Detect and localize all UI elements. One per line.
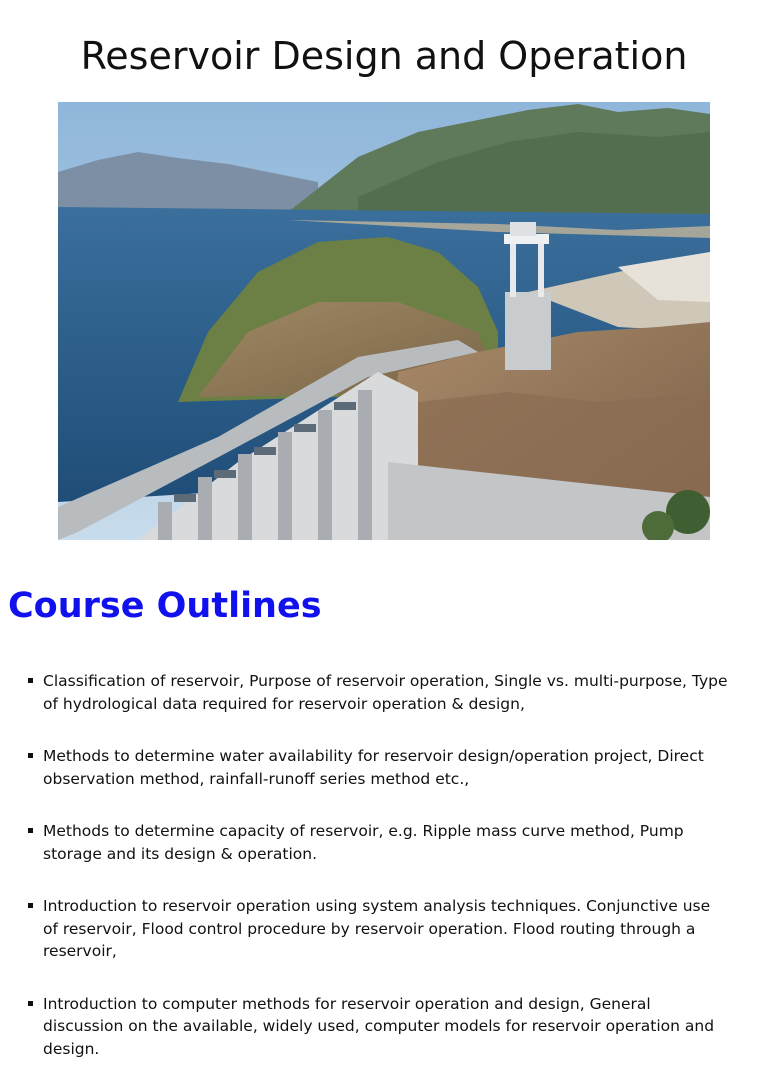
- list-item: Methods to determine water availability for reservoir design/operation project, Direct observation method, rainfall-runoff series method etc.,: [28, 745, 728, 790]
- section-heading: Course Outlines: [8, 586, 322, 626]
- list-item: Introduction to reservoir operation using system analysis techniques. Conjunctive use of reservoir, Flood control procedure by reservoir operation. Flood routing through a reservoir,: [28, 895, 728, 963]
- slide-title: Reservoir Design and Operation: [80, 34, 688, 78]
- list-item: Methods to determine capacity of reservoir, e.g. Ripple mass curve method, Pump storage and its design & operation.: [28, 820, 728, 865]
- course-outline-list: [28, 670, 728, 1090]
- dam-photo: [58, 102, 710, 540]
- list-item: Introduction to computer methods for reservoir operation and design, General discussion on the available, widely used, computer models for reservoir operation and design.: [28, 993, 728, 1061]
- list-item: Classification of reservoir, Purpose of reservoir operation, Single vs. multi-purpose, Type of hydrological data required for reservoir operation & design,: [28, 670, 728, 715]
